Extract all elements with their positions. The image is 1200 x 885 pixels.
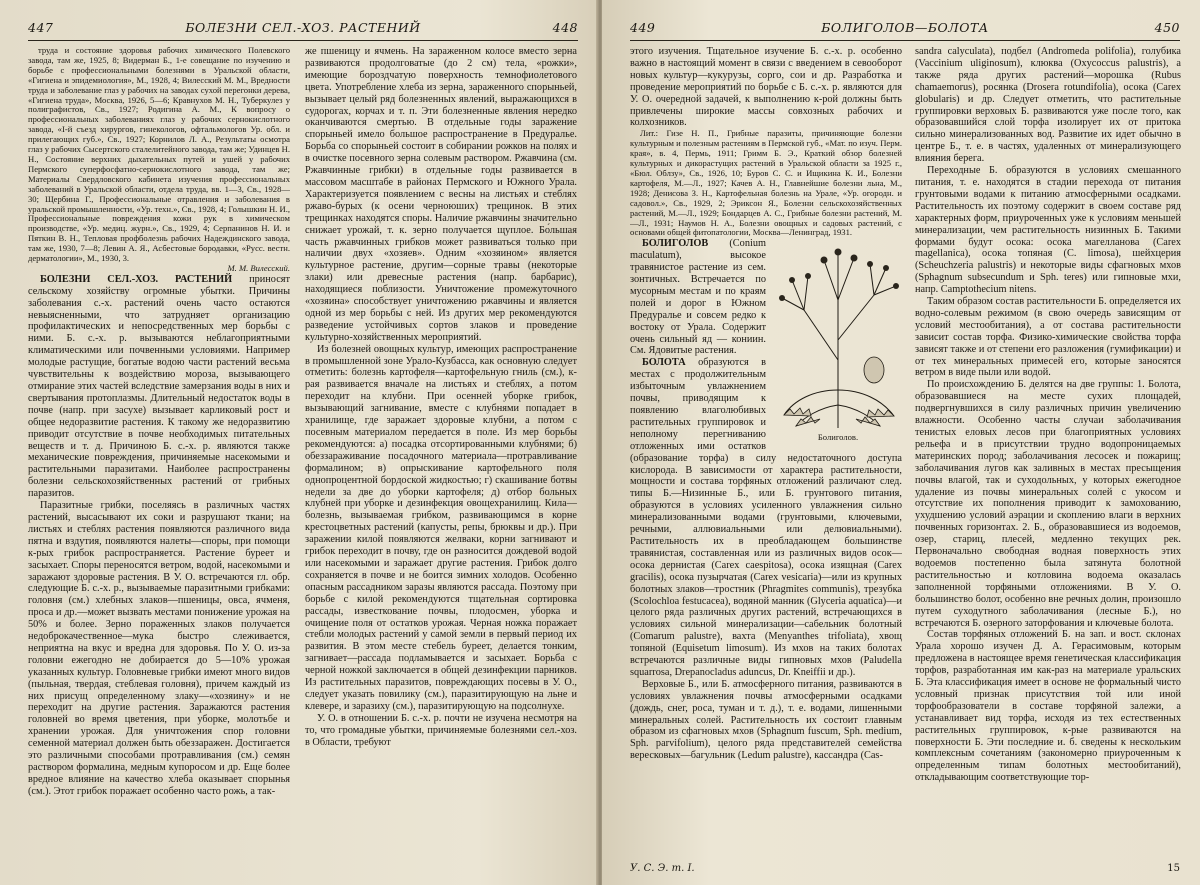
left-page-header	[28, 20, 578, 40]
paragraph: По происхождению Б. делятся на две группы: 1. Болота, образовавшиеся на месте сухих площадей, подвергнувшихся в силу различных причин увеличению влажности. Особенно часты случаи заболачивания тенистых еловых лесов при благоприятных условиях рельефа и в присутствии трудно водопроницаемых материнских пород; заболачивания лесосек и пожарищ; заболачивания лугов как заливных в местах пресыщения почвы влагой, так и суходольных, у которых ежегодное удаление из почвы минеральных солей с укосом и отсутствие их пополнения приводит к замохованию, ухудшению условий аэрации и скоплению влаги в верхних почвенных горизонтах. 2. Б., образовавшиеся из водоемов, озер, стариц, плесей, медленно текущих рек. Первоначально свободная водная поверхность этих водоемов постепенно была затянута болотной растительностью и котловина водоема оказалась заполненной торфяными отложениями. В У. О. большинство болот, особенно вне речных долин, произошло путем суходутного заболачивания (лесные Б.), но встречаются Б. озерного заторфования и ключевые болота.	[915, 379, 1181, 629]
entry-heading-bolota: БОЛОТА	[642, 357, 686, 369]
bibliography-text: труда и состояние здоровья рабочих химического Полевского завода, там же, 1925, 8; Видерман Б., 1-е совещание по изучению и борьбе с профессиональными болезнями в Уральской области, «Гигиена и эпидемиология», М., 1928, 4; Вилесский М. М., Вредности труда и заболевание глаз у рабочих на заводах сухой перегонки дерева, «Гигиена труда», Москва, 1926, 5—6; Кравнухов М. Н., Туберкулез у полиграфистов, Св., 1927; Родигина А. М., К вопросу о профессиональных заболеваниях глаз у рабочих сернокислотного завода, «I-й съезд хирургов, гинекологов, офтальмологов Ур. обл. и прилегающих губ.», Св., 1927; Корнилов Л. А., Результаты осмотра глаз у рабочих Сысертского сталелитейного завода, там же; Удинцев Н. Н., Состояние верхних дыхательных путей и ушей у рабочих Пермского суперфосфатно-сернокислотного завода, там же; Материалы Свердловского кабинета изучения профессиональных заболеваний в Уральской области, отдела труда, вв. 1—3, Св., 1928—30; Щербина Г., Профессиональные отравления и заболевания в уральской промышленности, «Ур. техн.», Св., 1928, 4; Голышкин Н. И., Профессиональные повреждения кожи рук в химическом производстве, «Ур. медиц. журн.», Св., 1929, 4; Серпанинов Н. И. и Пяткин В. Н., Тепловая профболезнь рабочих Надеждинского завода, там же, 1930, 7—8; Левин А. Я., Асбестовые бородавки, «Русс. вестн. дерматологии», М., 1930, 3.	[28, 46, 290, 264]
right-page-footer	[630, 863, 1180, 877]
entry-text: (Conium maculatum), высокое травянистое растение из сем. зонтичных. Встречается по мусорным местам и по краям полей и дорог в Южном Предуралье и совсем редко к востоку от Урала. Содержит очень сильный яд — кониин. См. Ядовитые растения.	[630, 238, 766, 357]
paragraph: Верховые Б., или Б. атмосферного питания, развиваются в условиях увлажнения почвы атмосферными осадками (дождь, снег, роса, туман и т. д.), т. е. водами, лишенными минеральных солей. Растительность их состоит главным образом из сфагновых мхов (Sphagnum fuscum, Sph. medium, Sph. parvifolium), целого ряда представителей семейства вересковых—багульник (Ledum palustre), кассандра (Cas-	[630, 678, 902, 762]
paragraph: sandra calyculata), подбел (Andromeda polifolia), голубика (Vaccinium uliginosum), клюква (Oxycoccus palustris), а также ряда других растений—морошка (Rubus chamaemorus), росянка (Drosera rotundifolia), осока (Carex globularis) и др. Следует отметить, что растительные группировки верховых Б. развиваются уже после того, как образовавшийся слой торфа изолирует их от притока сильно минерализованных вод. Развитие их идет обычно в центре Б., т. е. в частях, удаленных от минерализующего влияния берега.	[915, 46, 1181, 165]
header-rule-left	[28, 40, 578, 41]
page-number-448: 448	[552, 20, 578, 35]
page-number-447: 447	[28, 20, 54, 35]
paragraph: же пшеницу и ячмень. На зараженном колосе вместо зерна развиваются продолговатые (до 2 см) тела, «рожки», имеющие бороздчатую поверхность темнофиолетового цвета. Употребление хлеба из зерна, зараженного спорыньей, вызывает целый ряд болезненных явлений, выражающихся в судорогах, корчах и т. п. Эти болезненные явления нередко оканчиваются смертью. В отдельные годы заражение спорыньей имело большое распространение в Предуралье. Борьба со спорыньей состоит в собирании рожков на полях и в очистке посевного зерна солевым раствором. Ржавчина (см. Ржавчинные грибки) в отдельные годы развивается в массовом масштабе в районах Пермского и Южного Урала. Характеризуется появлением с весны на листьях и стеблях ржаво-бурых (к осени черноюших) трещинок. В этих трещинках находятся споры. Наличие ржавчины значительно снижает урожай, т. к. зерно получается щуплое. Бо́льшая часть ржавчинных грибков может развиваться только при наличии двух «хозяев». Одним «хозяином» является культурное растение, другим—сорные травы (некоторые злаки) или древесные растения (напр. барбарис), находящиеся поблизости. Уничтожение промежуточного «хозяина» способствует уничтожению ржавчины и является одной из мер борьбы с ней. Из других мер рекомендуются разведение устойчивых сортов злаков и проведение культурно-хозяйственных мероприятий.	[305, 46, 577, 343]
text-column-4	[915, 46, 1181, 866]
paragraph: У. О. в отношении Б. с.-х. р. почти не изучена несмотря на то, что громадные убытки, причиняемые болезнями сел.-хоз. в Области, требуют	[305, 712, 577, 748]
entry-heading-boligolov: БОЛИГОЛОВ	[642, 238, 709, 250]
entry-heading: БОЛЕЗНИ СЕЛ.-ХОЗ. РАСТЕНИЙ	[40, 273, 233, 285]
header-rule-right	[630, 40, 1180, 41]
running-head-left: БОЛЕЗНИ СЕЛ.-ХОЗ. РАСТЕНИЙ	[185, 20, 421, 35]
paragraph: Переходные Б. образуются в условиях смешанного питания, т. е. находятся в стадии перехода от питания грунтовыми водами к питанию атмосферными осадками. Растительность их поэтому содержит в своем составе ряд характерных форм, приуроченных уже к условиям меньшей минерализации, чем растительность низинных Б. Такими формами будут осока: осока магелланова (Carex magellanica), осока топяная (C. limosa), шейхцерия (Scheuchzeria palustris) и некоторые виды сфагновых мхов (Sphagnum subsecundum и Sph. teres) или гипновые мхи, напр. Camptothecium nitens.	[915, 165, 1181, 296]
text-column-1	[28, 46, 290, 866]
paragraph: Таким образом состав растительности Б. определяется их водно-солевым режимом (в свою очередь зависящим от условий местообитания), а от состава растительности зависит состав торфа. Физико-химические свойства торфа зависят также и от степени его разложения (гумификации) и от тех минеральных примесей его, которые заносятся ветром в виде пыли или водой.	[915, 296, 1181, 379]
paragraph: Состав торфяных отложений Б. на зап. и вост. склонах Урала хорошо изучен Д. А. Герасимовым, которым предложена в настоящее время генетическая классификация торфов, разработанная им как-раз на материале уральских Б. Эта классификация имеет в основе не формальный чисто условный признак присутствия той или иной торфообразователи в составе торфяной залежи, а устанавливает вид торфа, исходя из тех естественных растительных группировок, к-рые развиваются на поверхности Б. Эти последние и. б. сведены к нескольким комплексным сочетаниям (закономерно приуроченным к определенным типам болотных местообитаний), откладывающим соответствующие тор-	[915, 629, 1181, 784]
paragraph: Из болезней овощных культур, имеющих распространение в промышленной зоне Урало-Кузбасса, как основную следует отметить: болезнь картофеля—картофельную гниль (см.), к-рая развивается вначале на листьях и стеблях, а потом переходит на клубни. При осенней уборке грибок, вызывающий загнивание, вместе с клубнями попадает в хранилище, где заражает здоровые клубни, а потом с посевным материалом передается в поле. Из мер борьбы рекомендуются: а) посадка отсортированными клубнями; б) обеззараживание посадочного материала—протравливание формалином; в) опрыскивание картофельного поля однопроцентной бордоской жидкостью; г) скашивание ботвы недели за две до уборки картофеля; д) отбор больных клубней при уборке и дезинфекция овощехранилищ. Кила—болезнь, вызываемая грибком, развивающимся в корне крестоцветных растений (капусты, репы, брюквы и др.). При заражении килой появляются желваки, корни загнивают и грибок переходит в почву, где он разносится дождевой водой или насекомыми и заражает другие растения. Грибок долго сохраняется в почве и не боится зимних холодов. Особенно опасным рассадником заразы являются рассада. Поэтому при борьбе с килой рекомендуются тщательная сортировка рассады, известкование почвы, плодосмен, уборка и очищение поля от остатков урожая. Черная ножка поражает стебли молодых растений у самой земли в первый период их развития. В этом месте стебель буреет, делается тонким, загнивает—рассада подламывается и засыхает. Борьба с черной ножкой заключается в общей дезинфекции парников. Из растительных паразитов, повреждающих посевы в У. О., следует указать повилику (см.), паразитирующую на льне и клевере, и заразиху (см.), паразитирующую на подсолнухе.	[305, 343, 577, 712]
hemlock-plant-drawing	[774, 240, 902, 430]
figure-caption: Болиголов.	[817, 432, 859, 443]
literature-block	[630, 129, 902, 238]
entry-text: приносят сельскому хозяйству огромные убытки. Причины заболевания с.-х. растений очень часто остаются невыясненными, что затрудняет организацию профилактических и непосредственных мер борьбы с ними. Б. с.-х. р. вызываются неблагоприятными климатическими или почвенными условиями. Например молодые растущие, богатые водою части растений весьма чувствительны к воздействию мороза, вызывающего отмирание этих частей вследствие замерзания воды в них и свертывания протоплазмы. Длительный недостаток воды в почве (напр. при засухе) вызывает карликовый рост и общее недоразвитие растения. К такому же недоразвитию приводит отсутствие в почве необходимых питательных веществ и т. д. Причиною Б. с.-х. р. являются также механические повреждения, причиняемые насекомыми и растительными паразитами. Наиболее распространены болезни сельскохозяйственных растений от грибных паразитов.	[28, 273, 290, 500]
running-head-right: БОЛИГОЛОВ—БОЛОТА	[821, 20, 989, 35]
text-column-3	[630, 46, 902, 866]
literature-text: Лит.: Гизе Н. П., Грибные паразиты, причиняющие болезни культурным и полезным растениям в Пермской губ., «Мат. по изуч. Перм. края», в. 4, Пермь, 1911; Гримм Б. Э., Краткий обзор болезней культурных и дикорастущих растений в Уральской области за 1925 г., «Бюл. Облзу», Св., 1926, 10; Буров С. С. и Ищикина К. И., Болезни картофеля, М.—Л., 1927; Качев А. Н., Главнейшие болезни льна, М., 1928; Денисова З. Н., Картофельная болезнь на Урале, «Ур. огородн. и садовол.», Св., 1929, 2; Эриксон Я., Болезни сельскохозяйственных растений, М.—Л., 1929; Бондарцев А. С., Грибные болезни растений, М.—Л., 1931; Наумов Н. А., Болезни овощных и садовых растений, с основами общей фитопатологии, Москва—Ленинград, 1931.	[630, 128, 902, 238]
paragraph: этого изучения. Тщательное изучение Б. с.-х. р. особенно важно в настоящий момент в связи с введением в севооборот новых культур—кукурузы, сорго, сои и др. Разработка и проведение мероприятий по борьбе с Б. с.-х. р. являются для У. О. очередной задачей, к выполнению к-рой должны быть привлечены широкие массы совхозных рабочих и колхозников.	[630, 46, 902, 129]
bibliography-block	[28, 46, 290, 274]
page-number-450: 450	[1154, 20, 1180, 35]
signature-mark: У. С. Э. т. I.	[630, 863, 695, 874]
author-signature: М. М. Вилесский.	[227, 262, 290, 273]
page-number-449: 449	[630, 20, 656, 35]
left-page	[0, 0, 598, 885]
entry-text: образуются в местах с продолжительным избыточным увлажнением почвы, приводящим к появлению влаголюбивых растительных группировок и неполному перегниванию отложенных ими остатков (образование торфа) в силу недостаточного доступа кислорода. В зависимости от характера растительности, мощности и состава торфяных отложений различают след. типы Б.—Низинные Б., или Б. грунтового питания, образуются в условиях усиленного увлажнения сильно минерализованными водами (грунтовыми, ключевыми, речными, аллювиальными или делювиальными). Растительность их в преобладающем большинстве травянистая, составленная или из различных видов осок—осока дернистая (Carex caespitosa), осока изящная (Carex gracilis), осока пузырчатая (Carex vesicaria)—или из крупных болотных злаков—тростник (Phragmites communis), трезубка (Scolochloa festucacea), водяной манник (Glyceria aquatica)—и целого ряда различных других растений, встречающихся в условиях сильной минерализации—сабельник болотный (Comarum palustre), вахта (Menyanthes trifoliata), хвощ топяной (Equisetum limosum). Из мхов на таких болотах встречаются различные виды гипновых мхов (Paludella squarrosa, Drepanocladus aduncus, Dr. Kneiffii и др.).	[630, 357, 902, 678]
sheet-number: 15	[1167, 863, 1180, 874]
right-page-header	[630, 20, 1180, 40]
text-column-2	[305, 46, 577, 866]
entry-paragraph	[28, 274, 290, 500]
hemlock-illustration	[774, 240, 902, 445]
right-page	[602, 0, 1200, 885]
paragraph: Паразитные грибки, поселяясь в различных частях растений, высасывают их соки и разрушают ткани; на листьях и стеблях растения появляются различного вида пятна и вздутия, появляются налеты—споры, при помощи к-рых грибок распространяется. Растение буреет и засыхает. Споры переносятся ветром, водой, насекомыми и заражают здоровые растения. В У. О. встречаются гл. обр. следующие Б. с.-х. р., вызываемые паразитными грибками: головня (см.) хлебных злаков—пшеницы, овса, ячменя, проса и др.—может вызвать местами понижение урожая на 50% и более. Зерно пораженных злаков получается недоброкачественное—мука быстро слеживается, неприятна на вкус и вредна для здоровья. По У. О. из-за головни ежегодно не добирается до 5—10% урожая указанных культур. Головневые грибки имеют много видов (пыльная, твердая, стеблевая головня), причем каждый из них присущ определенному злаку—«хозяину» и не переходит на другие растения. Заражаются растения головней во время цветения, при уборке, молотьбе и хранении урожая. Для уничтожения спор головни семенной материал должен быть обеззаражен. Достигается это различными способами протравливания (см.) семян раствором формалина, медным купоросом и др. Еще более вредное влияние на качество хлеба оказывает спорынья (см.). Этот грибок поражает особенно часто рожь, а так-	[28, 500, 290, 797]
